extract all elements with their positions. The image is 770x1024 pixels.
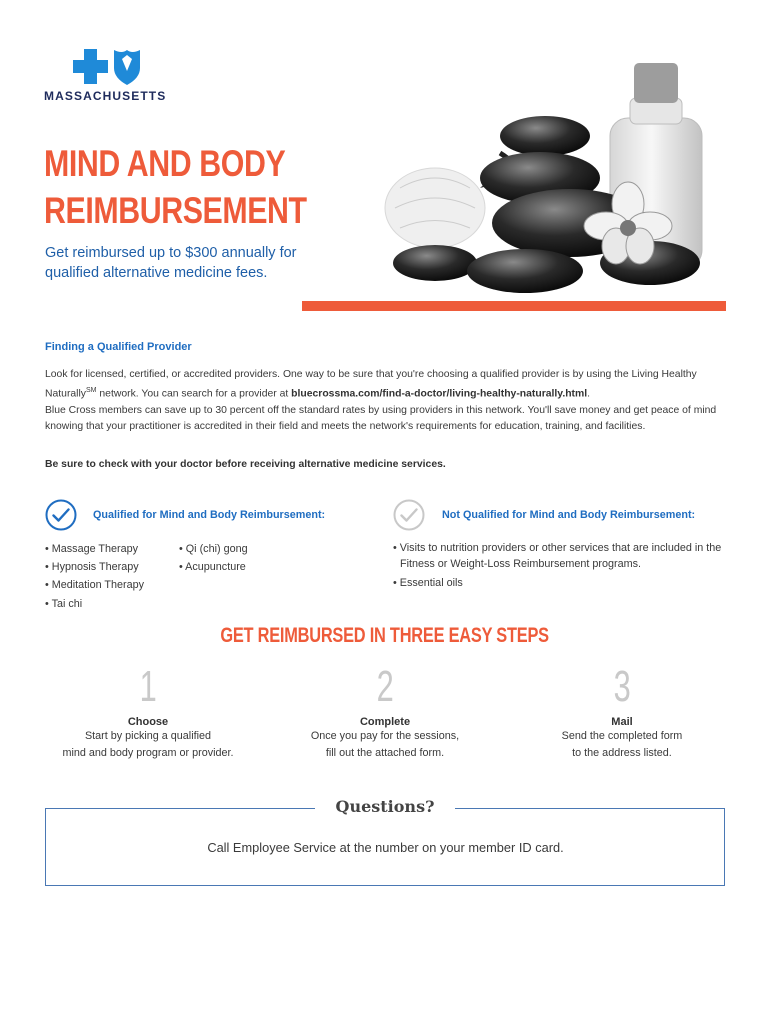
blue-cross-icon [73, 49, 108, 84]
page-title [44, 140, 307, 234]
step-heading: Mail [611, 716, 633, 728]
check-circle-gray-icon [393, 499, 425, 531]
finding-p1-text-2: network. You can search for a provider at [96, 387, 292, 399]
finding-paragraph-2: Blue Cross members can save up to 30 percent off the standard rates by using providers in this network. You'll save money and get peace of mind knowing that your practitioner is accredited in their field and meets the network's requirements for education, training, and facilities. [45, 405, 717, 432]
list-item: • Qi (chi) gong [179, 543, 248, 555]
questions-text: Call Employee Service at the number on your member ID card. [207, 840, 564, 855]
blue-shield-icon [114, 50, 140, 85]
check-circle-icon [45, 499, 77, 531]
step-text-line: Start by picking a qualified [84, 730, 212, 742]
step-heading: Complete [359, 716, 411, 728]
list-item: • Meditation Therapy [45, 579, 145, 592]
not-qualified-list [393, 540, 723, 594]
provider-search-link[interactable]: bluecrossma.com/find-a-doctor/living-healthy-naturally.html [291, 387, 588, 399]
step-number: 1 [139, 662, 157, 711]
step-1 [28, 662, 268, 761]
step-text-line: mind and body program or provider. [62, 746, 234, 759]
step-text-line: Send the completed form [561, 730, 683, 742]
finding-heading: Finding a Qualified Provider [45, 341, 192, 353]
service-mark: SM [86, 386, 97, 394]
list-item: • Essential oils [393, 577, 463, 589]
steps-heading [0, 624, 770, 648]
step-3 [502, 662, 742, 761]
step-text-line: Once you pay for the sessions, [310, 730, 460, 742]
questions-title: Questions? [335, 797, 435, 816]
brand-name: MASSACHUSETTS [44, 89, 167, 103]
finding-note: Be sure to check with your doctor before receiving alternative medicine services. [45, 459, 446, 470]
step-number: 2 [376, 662, 394, 711]
qualified-list-1 [45, 540, 144, 613]
finding-p1-end: . [587, 387, 591, 399]
step-2 [265, 662, 505, 761]
not-qualified-heading: Not Qualified for Mind and Body Reimbursement: [442, 509, 696, 521]
step-text-line: to the address listed. [572, 746, 672, 759]
questions-title-wrap [315, 795, 455, 819]
subtitle: Get reimbursed up to $300 annually for qualified alternative medicine fees. [45, 245, 297, 281]
finding-paragraph-1 [45, 367, 725, 401]
step-heading: Choose [127, 716, 169, 728]
list-item: • Visits to nutrition providers or other services that are included in the Fitness or Weight-Loss Reimbursement programs. [393, 542, 722, 570]
qualified-heading: Qualified for Mind and Body Reimbursement: [93, 509, 326, 521]
accent-bar [302, 301, 726, 311]
qualified-list-2 [179, 540, 248, 576]
list-item: • Hypnosis Therapy [45, 561, 139, 574]
step-number: 3 [613, 662, 631, 711]
hero-spa-image [360, 58, 730, 298]
step-text-line: fill out the attached form. [325, 746, 445, 759]
title-line-2: REIMBURSEMENT [44, 190, 307, 231]
list-item: • Acupuncture [179, 561, 246, 574]
finding-p1-text: Look for licensed, certified, or accredited providers. One way to be sure that you're choosing a qualified provider is by using the Living Healthy Naturally [45, 369, 697, 399]
list-item: • Tai chi [45, 597, 83, 610]
title-line-1: MIND AND BODY [44, 143, 286, 184]
list-item: • Massage Therapy [45, 543, 139, 555]
steps-title-text: GET REIMBURSED IN THREE EASY STEPS [220, 624, 550, 647]
